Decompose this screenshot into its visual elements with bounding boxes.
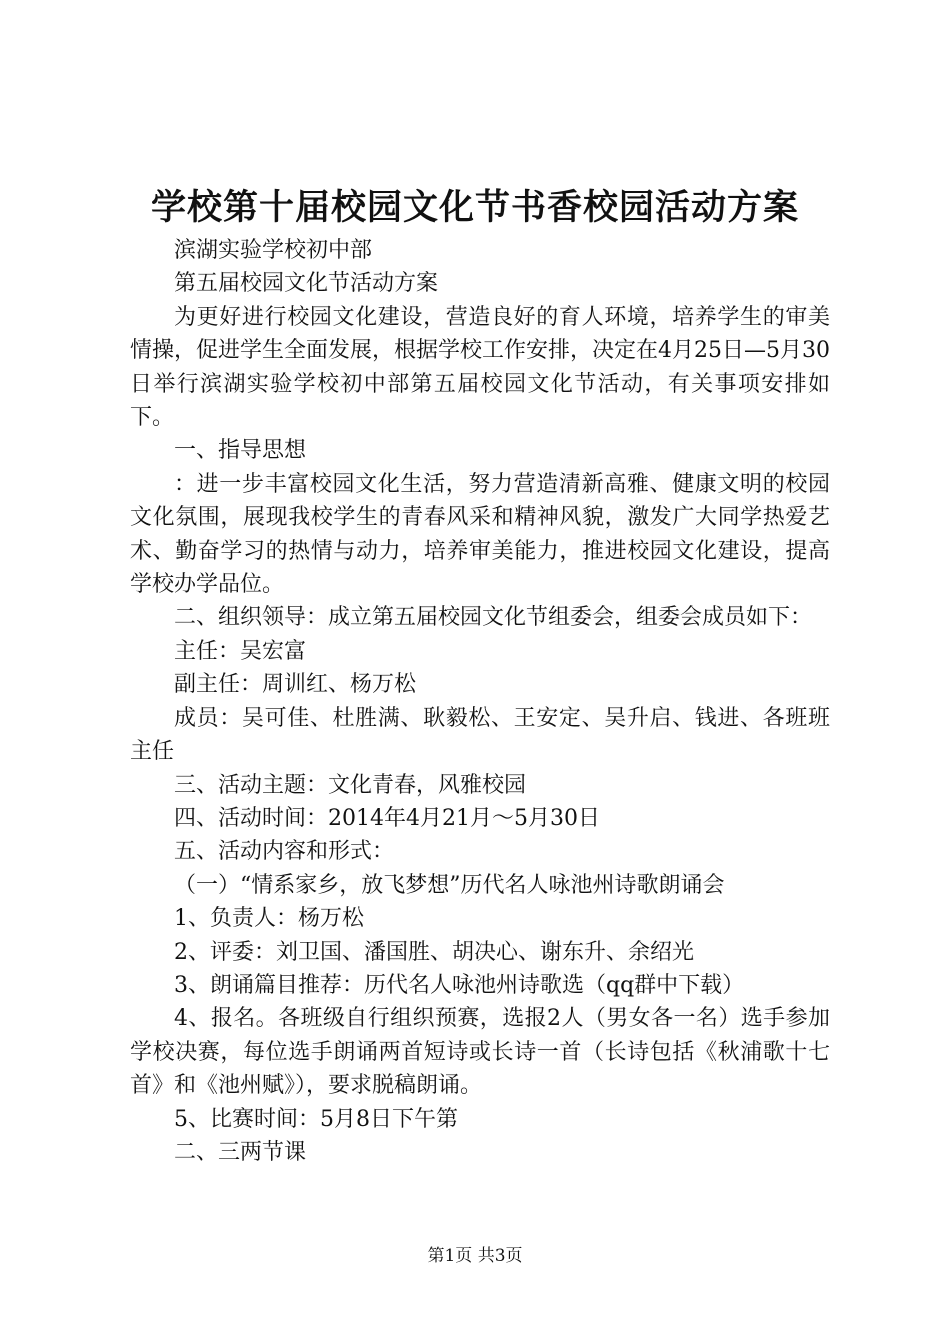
page-footer: 第1页 共3页 <box>427 1246 523 1266</box>
list-item-judges: 2、评委：刘卫国、潘国胜、胡决心、谢东升、余绍光 <box>174 939 694 965</box>
list-item-registration: 4、报名。各班级自行组织预赛，选报2人（男女各一名）选手参加学校决赛，每位选手朗诵两首短诗或长诗一首（长诗包括《秋浦歌十七首》和《池州赋》），要求脱稿朗诵。 <box>130 1006 830 1099</box>
document-title: 学校第十届校园文化节书香校园活动方案 <box>150 187 799 228</box>
guiding-idea-paragraph: ：进一步丰富校园文化生活，努力营造清新高雅、健康文明的校园文化氛围，展现我校学生的青春风采和精神风貌，激发广大同学热爱艺术、勤奋学习的热情与动力，培养审美能力，推进校园文化建设，提高学校办学品位。 <box>130 471 830 598</box>
subsection-heading-recitation: （一）“情系家乡，放飞梦想”历代名人咏池州诗歌朗诵会 <box>174 872 725 898</box>
section-heading-organization: 二、组织领导：成立第五届校园文化节组委会，组委会成员如下： <box>174 605 813 631</box>
list-item-class-periods: 二、三两节课 <box>174 1139 307 1165</box>
section-heading-theme: 三、活动主题：文化青春，风雅校园 <box>174 772 527 798</box>
document-body <box>130 234 830 1169</box>
plan-subtitle: 第五届校园文化节活动方案 <box>174 271 439 297</box>
list-item-responsible: 1、负责人：杨万松 <box>174 906 364 932</box>
section-heading-guiding-idea: 一、指导思想 <box>174 438 307 464</box>
section-heading-content: 五、活动内容和形式： <box>174 839 395 865</box>
intro-paragraph: 为更好进行校园文化建设，营造良好的育人环境，培养学生的审美情操，促进学生全面发展，根据学校工作安排，决定在4月25日—5月30日举行滨湖实验学校初中部第五届校园文化节活动，有关事项安排如下。 <box>130 304 830 431</box>
list-item-competition-time: 5、比赛时间：5月8日下午第 <box>174 1106 458 1132</box>
deputy-director-line: 副主任：周训红、杨万松 <box>174 672 417 698</box>
section-heading-time: 四、活动时间：2014年4月21月～5月30日 <box>174 805 600 831</box>
members-line: 成员：吴可佳、杜胜满、耿毅松、王安定、吴升启、钱进、各班班主任 <box>130 705 830 765</box>
list-item-recommended-works: 3、朗诵篇目推荐：历代名人咏池州诗歌选（qq群中下载） <box>174 972 745 998</box>
director-line: 主任：吴宏富 <box>174 638 307 664</box>
school-name: 滨湖实验学校初中部 <box>174 238 373 263</box>
